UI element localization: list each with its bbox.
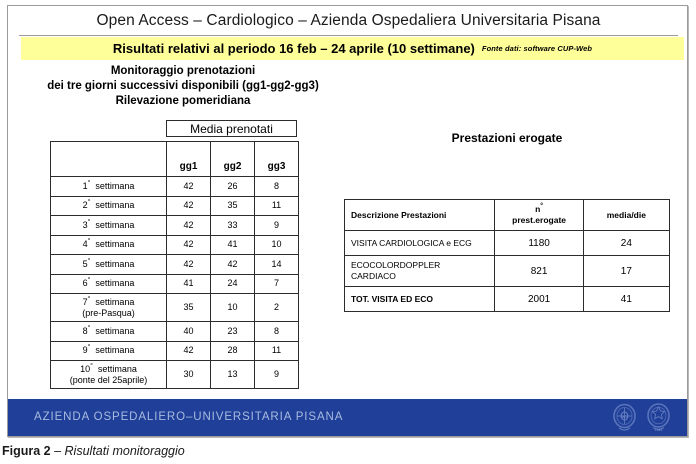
row-label: 7° settimana (pre-Pasqua) xyxy=(51,294,167,322)
header-cell-gg3: gg3 xyxy=(255,142,299,177)
cell-gg3: 9 xyxy=(255,216,299,236)
prestazioni-erogate-table xyxy=(344,199,670,312)
footer-organization-name: AZIENDA OSPEDALIERO–UNIVERSITARIA PISANA xyxy=(34,411,344,423)
table-row xyxy=(51,235,299,255)
row-label: 6° settimana xyxy=(51,274,167,294)
cell-gg1: 30 xyxy=(167,361,211,389)
row-label: 5° settimana xyxy=(51,255,167,275)
cell-gg3: 11 xyxy=(255,196,299,216)
table-row xyxy=(51,294,299,322)
subheading-line-2: dei tre giorni successivi disponibili (gg1-gg2-gg3) xyxy=(47,80,319,92)
cell-descrizione: VISITA CARDIOLOGICA e ECG xyxy=(345,231,495,256)
cell-gg2: 26 xyxy=(211,177,255,197)
table-header-row xyxy=(345,200,670,231)
table-row xyxy=(51,322,299,342)
row-label: 8° settimana xyxy=(51,322,167,342)
table-row xyxy=(51,255,299,275)
row-label: 2° settimana xyxy=(51,196,167,216)
banner-source-text: Fonte dati: software CUP-Web xyxy=(481,44,593,53)
cell-gg3: 10 xyxy=(255,235,299,255)
cell-gg3: 11 xyxy=(255,341,299,361)
table-row xyxy=(345,256,670,287)
cell-gg2: 13 xyxy=(211,361,255,389)
header-cell-descrizione: Descrizione Prestazioni xyxy=(345,200,495,231)
cell-gg1: 42 xyxy=(167,235,211,255)
cell-descrizione: ECOCOLORDOPPLER CARDIACO xyxy=(345,256,495,287)
table-header-row xyxy=(51,142,299,177)
cell-gg3: 8 xyxy=(255,322,299,342)
prestazioni-erogate-heading: Prestazioni erogate xyxy=(451,131,563,145)
media-prenotati-caption: Media prenotati xyxy=(166,120,297,137)
cell-gg1: 40 xyxy=(167,322,211,342)
figure-caption-text: – Risultati monitoraggio xyxy=(54,444,185,458)
cell-gg3: 14 xyxy=(255,255,299,275)
aoup-crest-icon xyxy=(610,402,639,433)
subheading-line-3: Rilevazione pomeridiana xyxy=(115,95,251,107)
cell-gg3: 9 xyxy=(255,361,299,389)
cell-gg1: 42 xyxy=(167,255,211,275)
subheading-block xyxy=(8,64,358,109)
cell-gg1: 35 xyxy=(167,294,211,322)
table-row xyxy=(345,231,670,256)
table-row xyxy=(345,287,670,312)
cell-media-die: 24 xyxy=(583,231,669,256)
cell-gg2: 35 xyxy=(211,196,255,216)
cell-gg1: 42 xyxy=(167,216,211,236)
table-row xyxy=(51,216,299,236)
row-label: 10° settimana (ponte del 25aprile) xyxy=(51,361,167,389)
cell-gg2: 23 xyxy=(211,322,255,342)
cell-prestazioni-erogate: 821 xyxy=(495,256,583,287)
header-cell-blank xyxy=(51,142,167,177)
cell-gg2: 42 xyxy=(211,255,255,275)
footer-logos xyxy=(610,402,673,433)
cell-prestazioni-erogate: 1180 xyxy=(495,231,583,256)
figure-caption-label: Figura 2 xyxy=(2,444,51,458)
cell-gg1: 42 xyxy=(167,177,211,197)
cell-gg2: 24 xyxy=(211,274,255,294)
row-label: 3° settimana xyxy=(51,216,167,236)
banner-main-text: Risultati relativi al periodo 16 feb – 24 aprile (10 settimane) xyxy=(112,41,475,56)
title-divider xyxy=(19,35,678,36)
cell-prestazioni-erogate: 2001 xyxy=(495,287,583,312)
cell-gg3: 7 xyxy=(255,274,299,294)
weekly-bookings-table xyxy=(50,141,299,389)
cell-gg2: 41 xyxy=(211,235,255,255)
cell-gg3: 8 xyxy=(255,177,299,197)
row-label: 9° settimana xyxy=(51,341,167,361)
footer-bar xyxy=(8,399,688,436)
figure-caption xyxy=(2,444,185,458)
cell-gg2: 10 xyxy=(211,294,255,322)
cell-descrizione: TOT. VISITA ED ECO xyxy=(345,287,495,312)
subheading-line-1: Monitoraggio prenotazioni xyxy=(110,65,256,77)
slide-container xyxy=(7,5,688,437)
table-row xyxy=(51,274,299,294)
svg-text:1343: 1343 xyxy=(654,428,663,432)
table-row xyxy=(51,361,299,389)
cell-gg1: 42 xyxy=(167,341,211,361)
header-cell-media-die: media/die xyxy=(583,200,669,231)
header-cell-prestazioni: n° prest.erogate xyxy=(495,200,583,231)
header-cell-gg2: gg2 xyxy=(211,142,255,177)
header-cell-gg1: gg1 xyxy=(167,142,211,177)
cell-gg2: 33 xyxy=(211,216,255,236)
table-row xyxy=(51,177,299,197)
cell-media-die: 17 xyxy=(583,256,669,287)
table-row xyxy=(51,341,299,361)
row-label: 1° settimana xyxy=(51,177,167,197)
cell-gg1: 42 xyxy=(167,196,211,216)
cell-gg1: 41 xyxy=(167,274,211,294)
table-row xyxy=(51,196,299,216)
cell-gg2: 28 xyxy=(211,341,255,361)
row-label: 4° settimana xyxy=(51,235,167,255)
cell-media-die: 41 xyxy=(583,287,669,312)
cell-gg3: 2 xyxy=(255,294,299,322)
svg-text:AO: AO xyxy=(621,414,628,419)
university-crest-icon xyxy=(644,402,673,433)
slide-title: Open Access – Cardiologico – Azienda Ospedaliera Universitaria Pisana xyxy=(96,12,601,29)
results-banner xyxy=(21,37,684,60)
